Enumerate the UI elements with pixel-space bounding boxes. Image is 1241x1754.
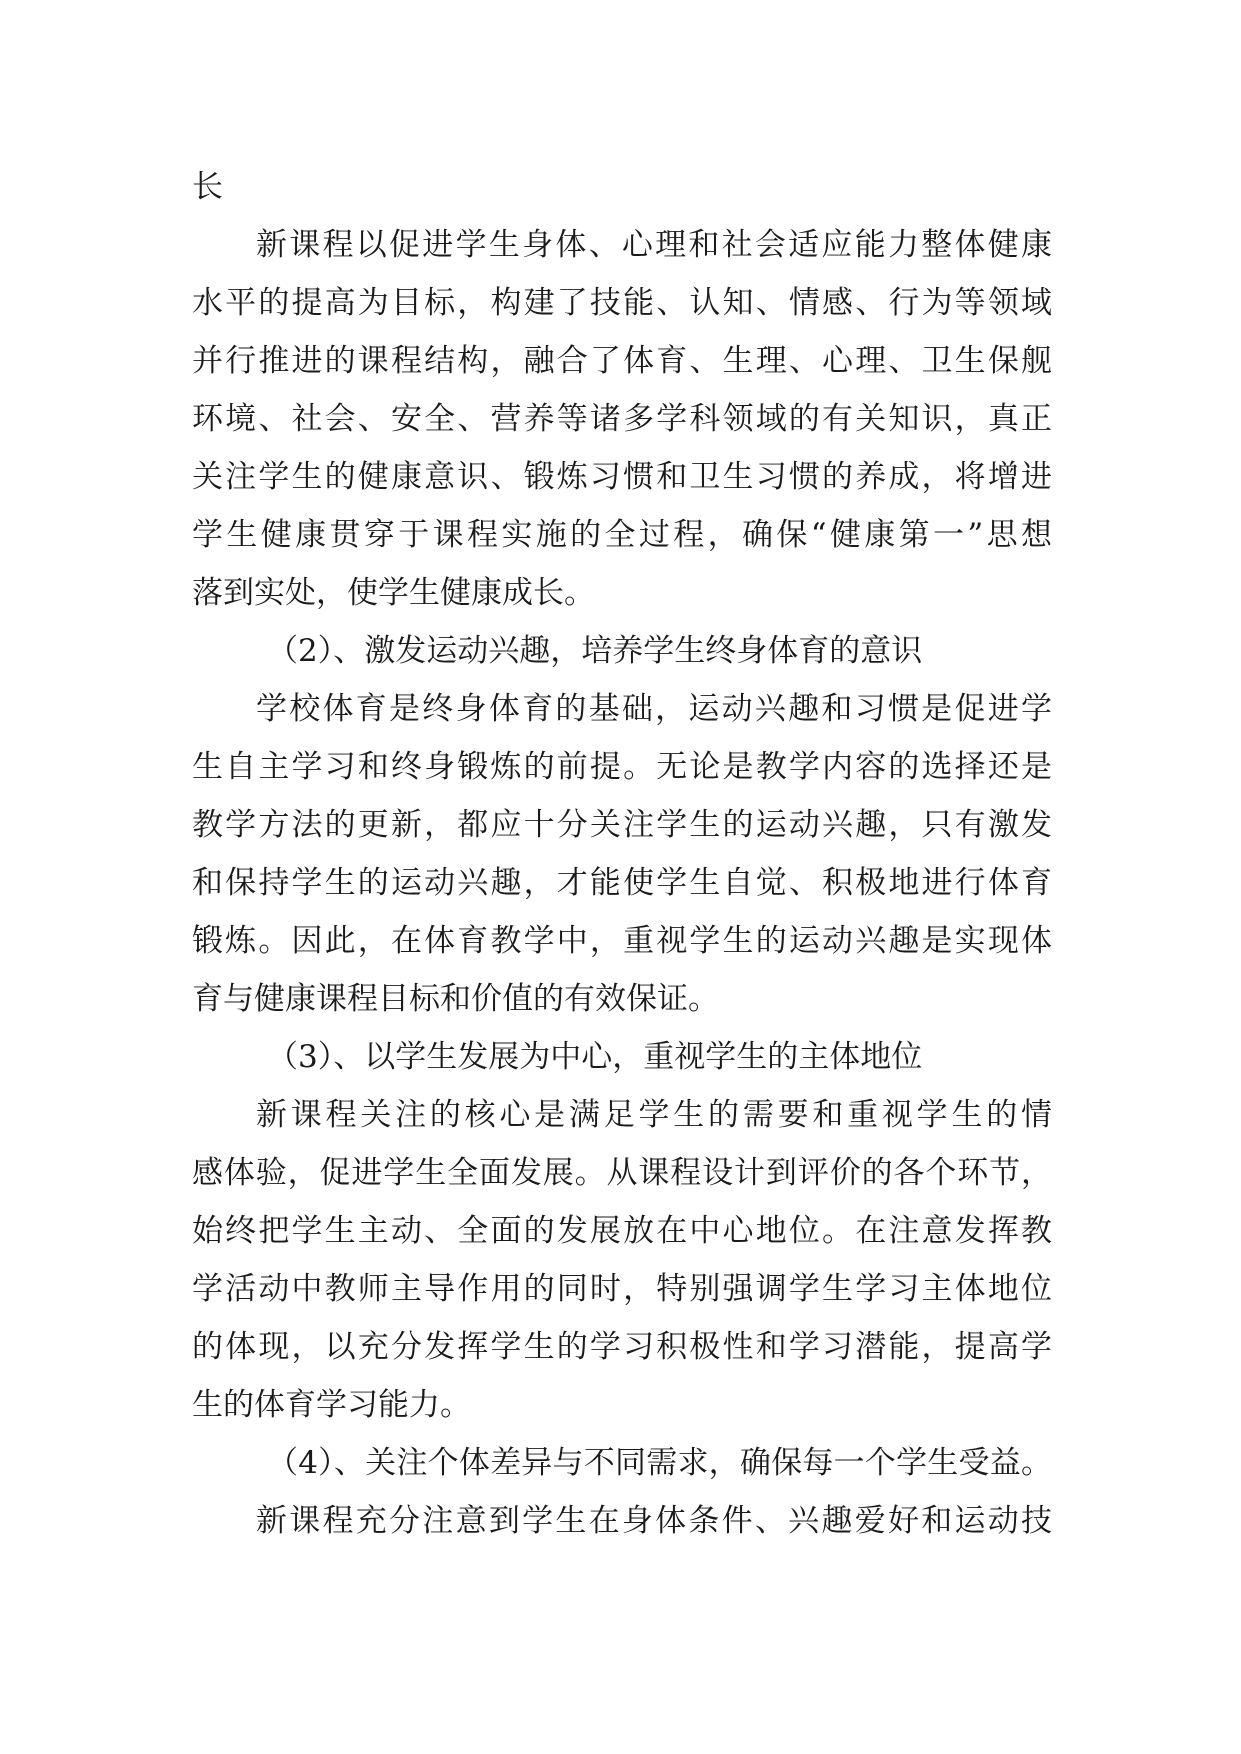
paragraph-start: 新课程以促进学生身体、心理和社会适应能力整体健康 <box>256 227 1052 263</box>
text-line: 学生健康贯穿于课程实施的全过程，确保“健康第一”思想 <box>192 517 1052 553</box>
section-heading: （2）、激发运动兴趣，培养学生终身体育的意识 <box>267 633 923 669</box>
text-line: 锻炼。因此，在体育教学中，重视学生的运动兴趣是实现体 <box>192 923 1052 959</box>
text-line: 关注学生的健康意识、锻炼习惯和卫生习惯的养成，将增进 <box>192 459 1052 495</box>
text-line: 并行推进的课程结构，融合了体育、生理、心理、卫生保舰 <box>192 343 1052 379</box>
text-line: 落到实处，使学生健康成长。 <box>192 575 595 611</box>
text-line: 环境、社会、安全、营养等诸多学科领域的有关知识，真正 <box>192 401 1052 437</box>
text-line: 教学方法的更新，都应十分关注学生的运动兴趣，只有激发 <box>192 807 1052 843</box>
text-line: 长 <box>192 169 223 205</box>
body-text <box>192 158 1052 1550</box>
text-line: 育与健康课程目标和价值的有效保证。 <box>192 981 719 1017</box>
section-heading: （3）、以学生发展为中心，重视学生的主体地位 <box>267 1039 923 1075</box>
text-line: 生的体育学习能力。 <box>192 1387 471 1423</box>
text-line: 生自主学习和终身锻炼的前提。无论是教学内容的选择还是 <box>192 749 1052 785</box>
text-line: 学活动中教师主导作用的同时，特别强调学生学习主体地位 <box>192 1271 1052 1307</box>
paragraph-start: 新课程充分注意到学生在身体条件、兴趣爱好和运动技 <box>256 1503 1052 1539</box>
text-line: 水平的提高为目标，构建了技能、认知、情感、行为等领域 <box>192 285 1052 321</box>
text-line: 和保持学生的运动兴趣，才能使学生自觉、积极地进行体育 <box>192 865 1052 901</box>
paragraph-start: 学校体育是终身体育的基础，运动兴趣和习惯是促进学 <box>256 691 1052 727</box>
text-line: 感体验，促进学生全面发展。从课程设计到评价的各个环节， <box>192 1155 1052 1191</box>
section-heading: （4）、关注个体差异与不同需求，确保每一个学生受益。 <box>267 1445 1052 1481</box>
text-line: 始终把学生主动、全面的发展放在中心地位。在注意发挥教 <box>192 1213 1052 1249</box>
text-line: 的体现，以充分发挥学生的学习积极性和学习潜能，提高学 <box>192 1329 1052 1365</box>
paragraph-start: 新课程关注的核心是满足学生的需要和重视学生的情 <box>256 1097 1052 1133</box>
